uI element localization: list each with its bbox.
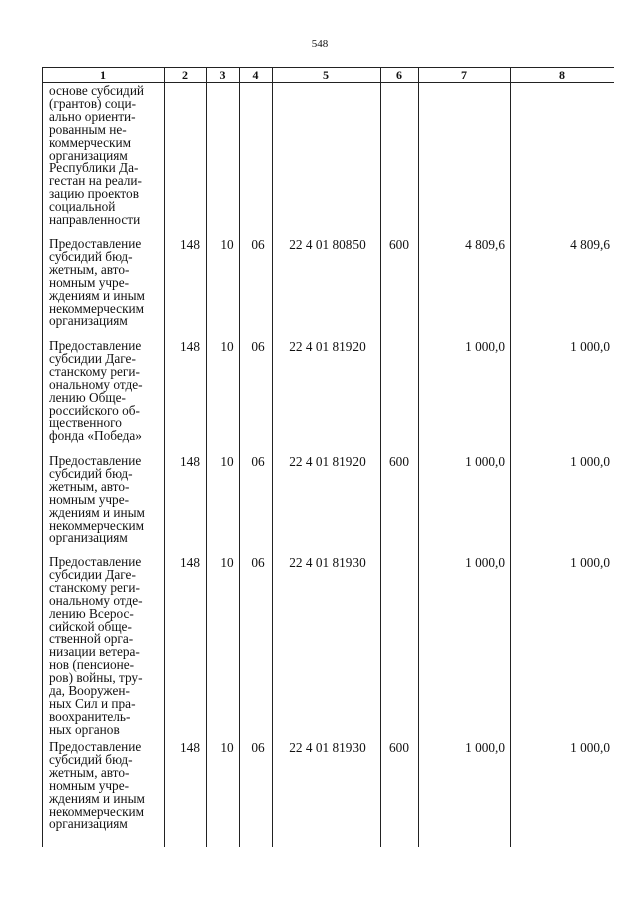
description-line: Предоставление xyxy=(49,554,142,569)
header-col-8: 8 xyxy=(559,68,565,82)
description-line: ных органов xyxy=(49,721,120,737)
cell-target-article: 22 4 01 81930 xyxy=(289,740,366,755)
cell-amount-col8: 1 000,0 xyxy=(570,454,610,469)
description-line: организациям xyxy=(49,816,128,832)
cell-target-article: 22 4 01 81920 xyxy=(289,454,366,469)
description-line: зацию проектов xyxy=(49,186,139,202)
cell-subsection: 06 xyxy=(251,339,265,354)
cell-target-article: 22 4 01 81920 xyxy=(289,339,366,354)
cell-target-article: 22 4 01 80850 xyxy=(289,237,366,252)
cell-amount-col8: 4 809,6 xyxy=(570,237,610,252)
description-line: лению Обще- xyxy=(49,389,126,405)
description-line: Предоставление xyxy=(49,739,142,754)
description-line: направленности xyxy=(49,212,141,228)
description-line: субсидий бюд- xyxy=(49,248,133,264)
description-line: некоммерческим xyxy=(49,517,145,533)
description-line: низации ветера- xyxy=(49,644,140,660)
description-line: ственной орга- xyxy=(49,631,134,647)
description-line: гестан на реали- xyxy=(49,173,142,189)
description-line: ональному отде- xyxy=(49,592,143,608)
description-line: станскому реги- xyxy=(49,363,140,379)
description-line: Предоставление xyxy=(49,453,142,468)
description-line: щественного xyxy=(49,415,122,431)
description-line: нов (пенсионе- xyxy=(49,657,135,673)
description-line: субсидий бюд- xyxy=(49,465,133,481)
row-description xyxy=(49,455,167,545)
cell-expense-type: 600 xyxy=(389,454,409,469)
cell-admin-code: 148 xyxy=(180,454,200,469)
description-line: ждениям и иным xyxy=(49,504,145,520)
description-line: субсидии Даге- xyxy=(49,350,136,366)
description-line: номным учре- xyxy=(49,274,130,290)
cell-amount-col7: 1 000,0 xyxy=(465,555,505,570)
description-line: организациям xyxy=(49,313,128,329)
cell-amount-col7: 1 000,0 xyxy=(465,454,505,469)
cell-amount-col7: 4 809,6 xyxy=(465,237,505,252)
cell-subsection: 06 xyxy=(251,555,265,570)
cell-amount-col8: 1 000,0 xyxy=(570,555,610,570)
description-line: номным учре- xyxy=(49,491,130,507)
description-line: номным учре- xyxy=(49,777,130,793)
header-col-3: 3 xyxy=(219,68,226,82)
description-line: основе субсидий xyxy=(49,83,145,98)
cell-amount-col8: 1 000,0 xyxy=(570,339,610,354)
header-col-7: 7 xyxy=(461,68,467,82)
cell-section: 10 xyxy=(220,454,234,469)
description-line: Предоставление xyxy=(49,338,142,353)
header-col-2: 2 xyxy=(182,68,188,82)
description-line: некоммерческим xyxy=(49,803,145,819)
cell-admin-code: 148 xyxy=(180,740,200,755)
header-col-5: 5 xyxy=(323,68,329,82)
description-line: субсидий бюд- xyxy=(49,751,133,767)
row-description xyxy=(49,238,167,328)
description-line: ональному отде- xyxy=(49,376,143,392)
row-description xyxy=(49,741,167,831)
description-line: Республики Да- xyxy=(49,160,139,176)
cell-amount-col8: 1 000,0 xyxy=(570,740,610,755)
cell-subsection: 06 xyxy=(251,237,265,252)
cell-expense-type: 600 xyxy=(389,740,409,755)
cell-amount-col7: 1 000,0 xyxy=(465,339,505,354)
description-line: Предоставление xyxy=(49,236,142,251)
description-line: ждениям и иным xyxy=(49,287,145,303)
description-line: воохранитель- xyxy=(49,708,131,724)
description-line: ных Сил и пра- xyxy=(49,695,136,711)
description-line: ров) войны, тру- xyxy=(49,670,143,686)
cell-admin-code: 148 xyxy=(180,555,200,570)
cell-section: 10 xyxy=(220,339,234,354)
page-number: 548 xyxy=(311,38,329,50)
description-line: лению Всерос- xyxy=(49,605,134,621)
cell-admin-code: 148 xyxy=(180,237,200,252)
cell-expense-type: 600 xyxy=(389,237,409,252)
description-line: жетным, авто- xyxy=(49,261,130,277)
description-line: коммерческим xyxy=(49,134,132,150)
description-line: российского об- xyxy=(49,402,140,418)
description-line: да, Вооружен- xyxy=(49,683,130,699)
description-line: станскому реги- xyxy=(49,579,140,595)
description-line: социальной xyxy=(49,199,116,215)
description-line: (грантов) соци- xyxy=(49,95,137,111)
cell-section: 10 xyxy=(220,555,234,570)
cell-section: 10 xyxy=(220,237,234,252)
cell-subsection: 06 xyxy=(251,454,265,469)
cell-target-article: 22 4 01 81930 xyxy=(289,555,366,570)
cell-subsection: 06 xyxy=(251,740,265,755)
header-col-6: 6 xyxy=(396,68,402,82)
header-col-4: 4 xyxy=(252,68,259,82)
description-line: жетным, авто- xyxy=(49,478,130,494)
column-divider xyxy=(42,67,43,847)
column-divider xyxy=(272,67,273,847)
row-description xyxy=(49,556,167,737)
description-line: организациям xyxy=(49,530,128,546)
row-description xyxy=(49,340,167,443)
description-line: ждениям и иным xyxy=(49,790,145,806)
description-line: организациям xyxy=(49,147,128,163)
header-col-1: 1 xyxy=(100,68,106,82)
cell-amount-col7: 1 000,0 xyxy=(465,740,505,755)
table-header xyxy=(42,67,614,83)
description-line: ально ориенти- xyxy=(49,108,136,124)
description-line: некоммерческим xyxy=(49,300,145,316)
description-line: фонда «Победа» xyxy=(49,428,142,444)
row-description xyxy=(49,85,167,227)
description-line: жетным, авто- xyxy=(49,764,130,780)
description-line: рованным не- xyxy=(49,121,127,137)
description-line: сийской обще- xyxy=(49,618,132,634)
cell-section: 10 xyxy=(220,740,234,755)
description-line: субсидии Даге- xyxy=(49,566,136,582)
cell-admin-code: 148 xyxy=(180,339,200,354)
